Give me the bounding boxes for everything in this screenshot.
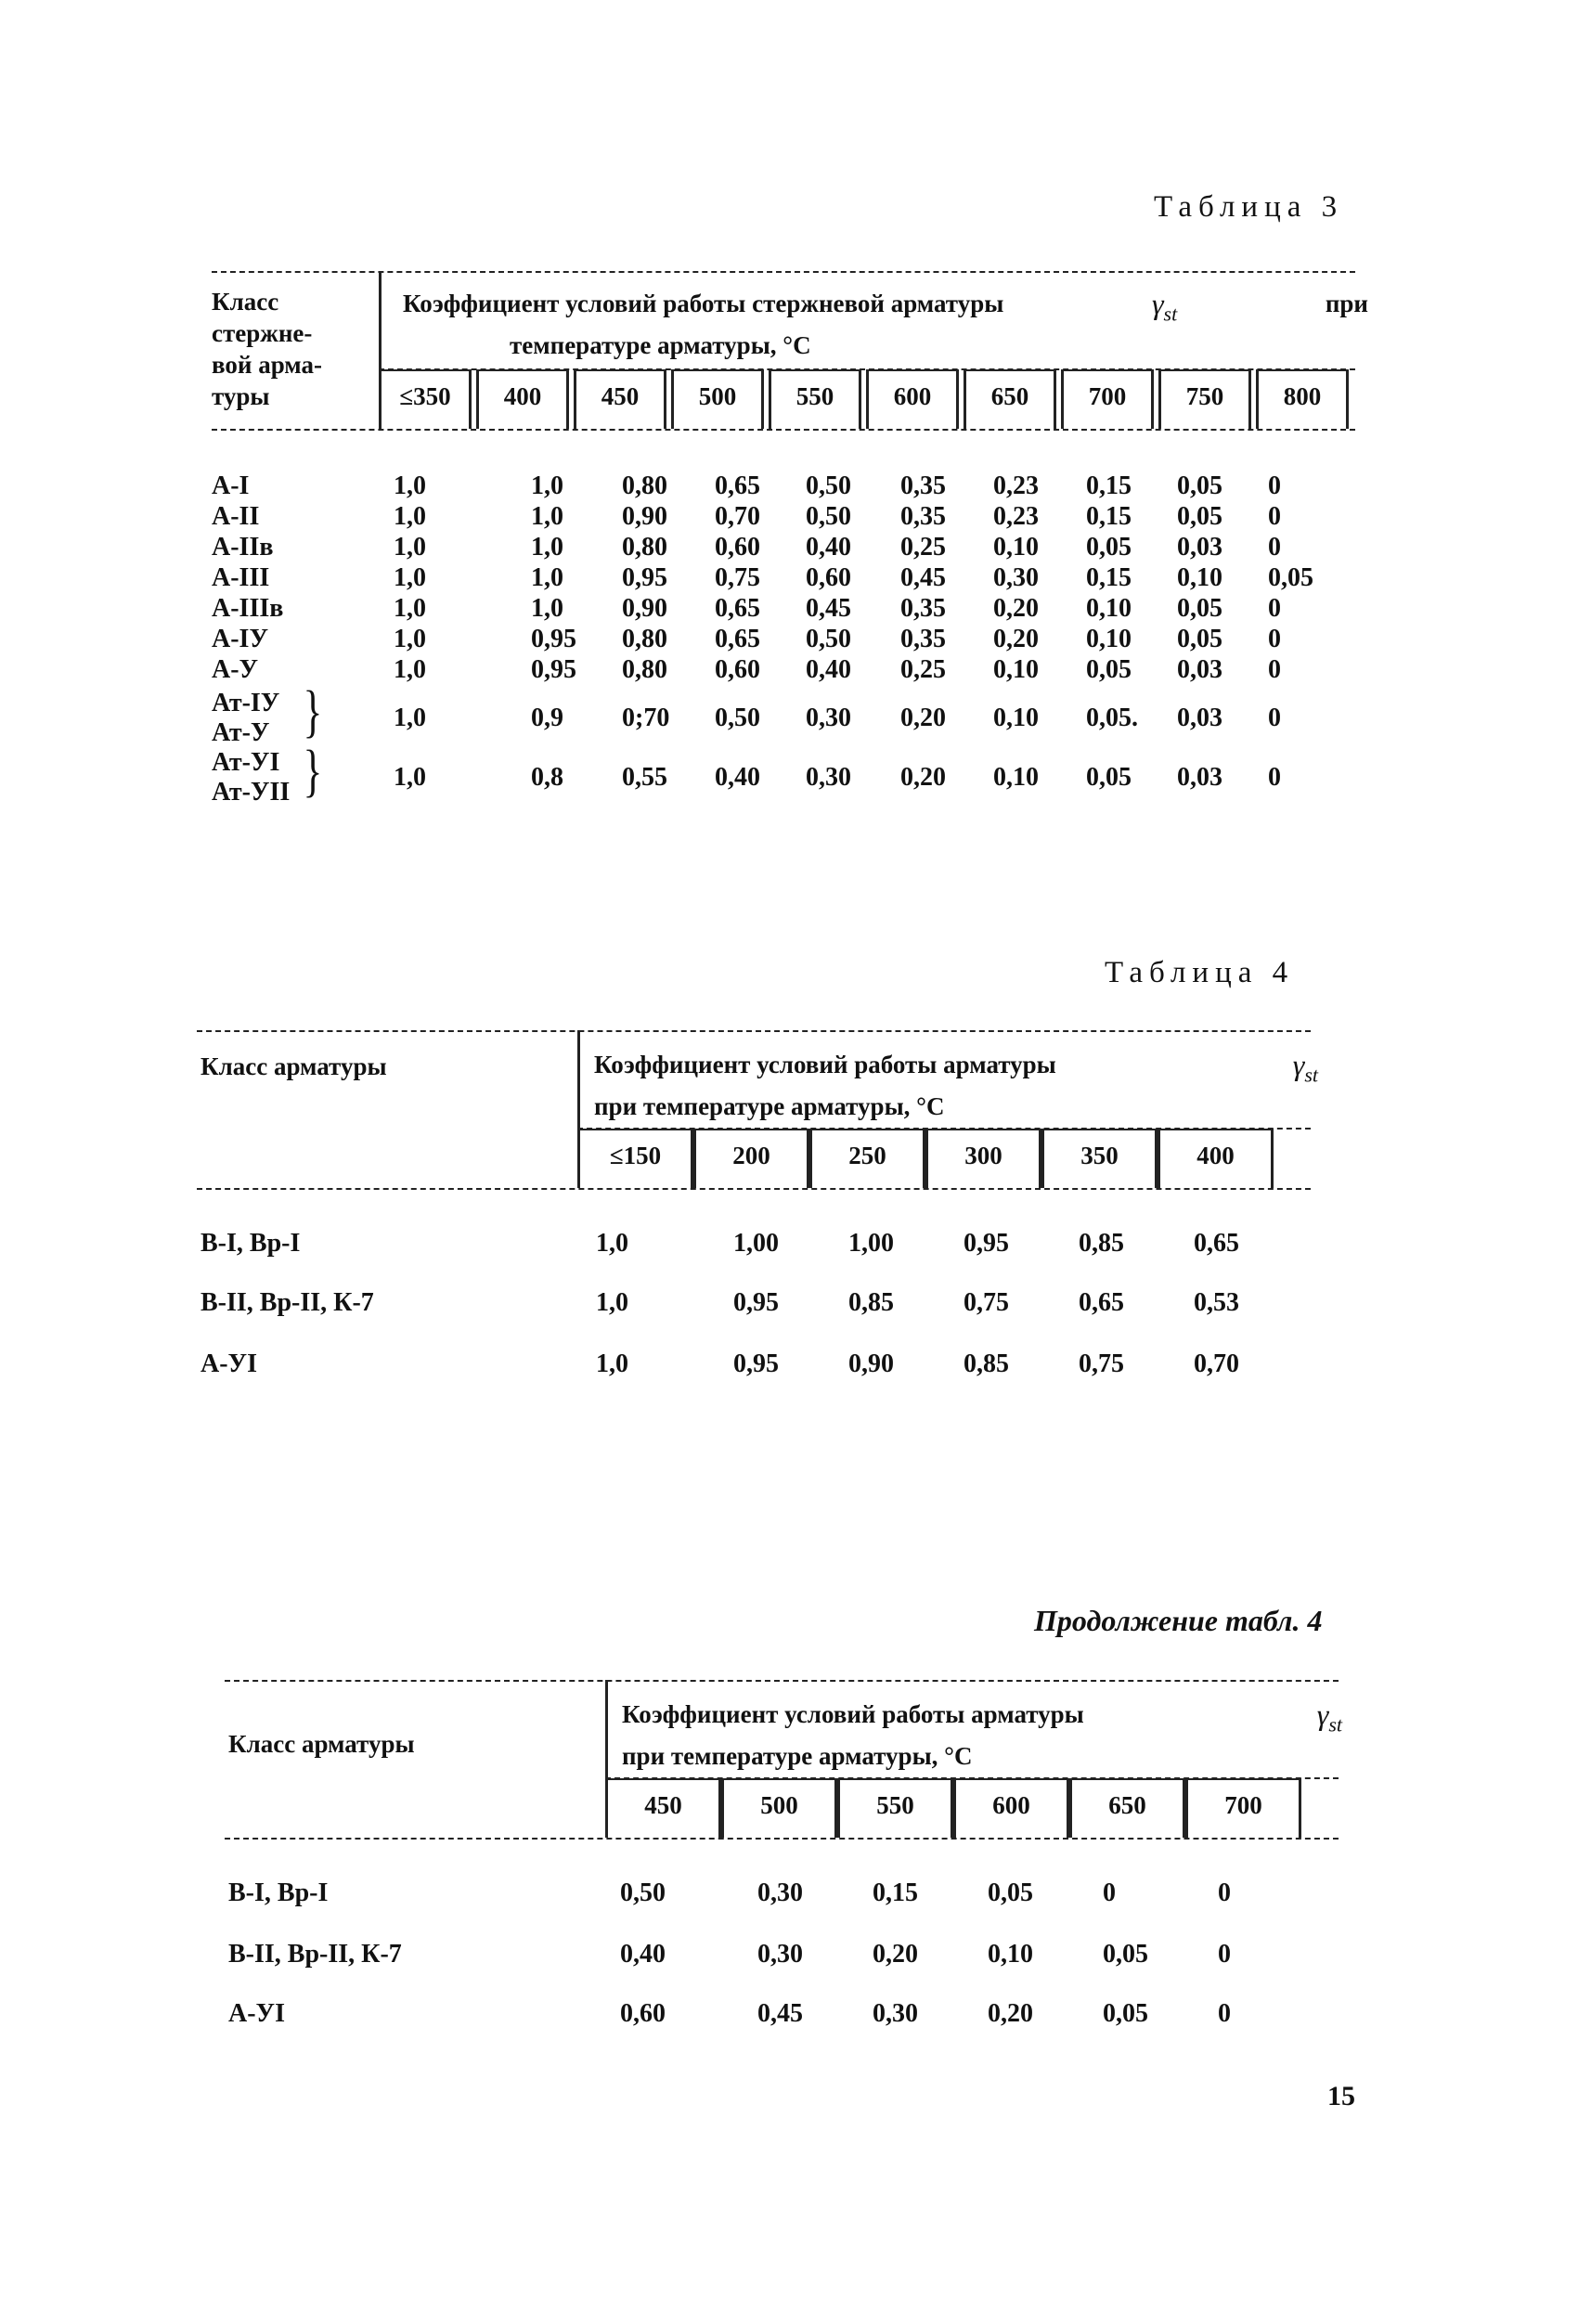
table3-cell: 0,20 — [900, 704, 946, 732]
table3-cell: 0 — [1268, 533, 1281, 562]
table4-cell: 1,0 — [596, 1349, 628, 1378]
table3-class-header-line: стержне- — [212, 319, 313, 347]
table4-cell: 0,90 — [848, 1349, 894, 1378]
table4-cont-coef-header-text: Коэффициент условий работы арматуры — [622, 1700, 1084, 1728]
table3-cell: 1,0 — [394, 763, 426, 792]
table3-cell: 0,65 — [715, 594, 760, 623]
table3-cell: 0,90 — [622, 594, 667, 623]
table3-top-rule — [212, 271, 1355, 273]
table3-cell: 1,0 — [531, 594, 563, 623]
table4-cell: 1,0 — [596, 1229, 628, 1258]
table3-cell: 0,60 — [806, 563, 851, 592]
table3-cell: 0,03 — [1177, 763, 1222, 792]
table3-cell: 0 — [1268, 704, 1281, 732]
table3-at-word: при — [1325, 290, 1368, 317]
table3-cell: 0,40 — [806, 655, 851, 684]
table3-coef-header-text: Коэффициент условий работы стержневой арматуры — [403, 290, 1004, 317]
table3-row-class: А-III — [212, 563, 270, 592]
table3-cell: 1,0 — [394, 533, 426, 562]
table3-cell: 0,95 — [531, 655, 576, 684]
table4-row-class: В-I, Вр-I — [200, 1229, 301, 1258]
table4-cell: 0,95 — [964, 1229, 1009, 1258]
table3-cell: 0;70 — [622, 704, 670, 732]
table4-temp-label: 250 — [848, 1142, 886, 1169]
table3-cell: 0,10 — [1177, 563, 1222, 592]
table4_cont-cell: 0,15 — [873, 1879, 918, 1907]
table3-cell: 1,0 — [394, 625, 426, 653]
table4_cont-cell: 0,45 — [757, 1999, 803, 2028]
table3-group-brace: } — [303, 680, 323, 743]
table3-temp-label: 750 — [1185, 382, 1224, 410]
table4-coef-header-line1 — [594, 1049, 1318, 1091]
table4-cell: 1,00 — [848, 1229, 894, 1258]
table3-cell: 0,30 — [806, 704, 851, 732]
table3-cell: 0,50 — [806, 471, 851, 500]
table3-cell: 0,50 — [806, 502, 851, 531]
table4-cell: 0,85 — [1079, 1229, 1124, 1258]
table4-cell: 0,65 — [1079, 1288, 1124, 1317]
table4-cell: 1,0 — [596, 1288, 628, 1317]
table3-temp-label: 650 — [990, 382, 1029, 410]
table3-cell: 0,10 — [993, 704, 1039, 732]
table4-cont-caption: Продолжение табл. 4 — [1034, 1604, 1323, 1637]
table4-top-rule — [197, 1030, 1311, 1032]
table3-cell: 0,20 — [900, 763, 946, 792]
table4_cont-cell: 0,05 — [1103, 1999, 1148, 2028]
table3-cell: 0,05 — [1086, 655, 1132, 684]
table3-header-bottom-rule — [212, 429, 1355, 431]
table3-cell: 0,60 — [715, 533, 760, 562]
table3-cell: 0 — [1268, 655, 1281, 684]
table3-cell: 0,80 — [622, 471, 667, 500]
table4-cell: 0,95 — [733, 1288, 779, 1317]
table3-cell: 0,05 — [1177, 471, 1222, 500]
table4-class-header: Класс арматуры — [200, 1052, 387, 1080]
table3-cell: 0,35 — [900, 502, 946, 531]
table3-cell: 0,03 — [1177, 533, 1222, 562]
table4-header-bottom-rule — [197, 1188, 1311, 1190]
table3-temp-label: 550 — [795, 382, 834, 410]
table4_cont-row-class: В-II, Вр-II, К-7 — [228, 1940, 402, 1969]
table4_cont-cell: 0,05 — [1103, 1940, 1148, 1969]
table4-temp-label: 400 — [1196, 1142, 1235, 1169]
table4_cont-cell: 0,50 — [620, 1879, 666, 1907]
table3-row-class: А-II — [212, 502, 260, 531]
table3-cell: 0,03 — [1177, 704, 1222, 732]
table3-cell: 0,05 — [1086, 763, 1132, 792]
table3-group-class: Ат-УI — [212, 748, 280, 777]
table4_cont-cell: 0,40 — [620, 1940, 666, 1969]
table4-row-class: В-II, Вр-II, К-7 — [200, 1288, 374, 1317]
table4-cont-coef-header-line2: при температуре арматуры, °С — [622, 1742, 973, 1771]
table3-cell: 1,0 — [394, 594, 426, 623]
table3-cell: 1,0 — [531, 502, 563, 531]
table3-cell: 0,05 — [1268, 563, 1313, 592]
table4-cell: 0,70 — [1194, 1349, 1239, 1378]
table3-coef-header-line1 — [403, 288, 1368, 329]
table3-cell: 1,0 — [531, 563, 563, 592]
table3-row-class: А-У — [212, 655, 259, 684]
table3-cell: 0,30 — [993, 563, 1039, 592]
table3-cell: 0,05 — [1177, 594, 1222, 623]
table3-cell: 0,10 — [993, 655, 1039, 684]
table3-cell: 0,95 — [531, 625, 576, 653]
table3-cell: 0,15 — [1086, 471, 1132, 500]
table4_cont-temp-label: 700 — [1224, 1791, 1262, 1819]
table4_cont-cell: 0,10 — [988, 1940, 1033, 1969]
table4-cell: 0,75 — [964, 1288, 1009, 1317]
table3-cell: 0,05. — [1086, 704, 1138, 732]
table4_cont-temp-label: 550 — [876, 1791, 914, 1819]
table3-coef-header — [403, 288, 1368, 361]
table4-cell: 0,65 — [1194, 1229, 1239, 1258]
table3-group-class: Ат-УII — [212, 778, 291, 807]
table3-cell: 0,15 — [1086, 563, 1132, 592]
table3-cell: 0,50 — [715, 704, 760, 732]
table3-class-header-line: туры — [212, 382, 270, 410]
table3-coef-header-line2: температуре арматуры, °С — [510, 331, 811, 360]
table3-cell: 0,70 — [715, 502, 760, 531]
table4-temp-label: 350 — [1080, 1142, 1119, 1169]
table3-temp-label: 400 — [503, 382, 542, 410]
table4_cont-row-class: В-I, Вр-I — [228, 1879, 329, 1907]
table4_cont-cell: 0,60 — [620, 1999, 666, 2028]
table4-temp-label: 300 — [964, 1142, 1002, 1169]
table3-cell: 0,45 — [806, 594, 851, 623]
table3-cell: 0,25 — [900, 533, 946, 562]
table3-cell: 0,35 — [900, 471, 946, 500]
table3-cell: 0 — [1268, 502, 1281, 531]
table4-gamma-symbol: $\gamma_{st}$ — [1292, 1048, 1318, 1087]
table3-temp-label: 800 — [1283, 382, 1322, 410]
table3-row-class: А-IIв — [212, 533, 274, 562]
table3-row-class: А-I — [212, 471, 250, 500]
table3-cell: 0,05 — [1177, 625, 1222, 653]
table3-group-class: Ат-У — [212, 718, 270, 747]
table3-cell: 0,90 — [622, 502, 667, 531]
table3-row-class: А-IIIв — [212, 594, 284, 623]
table4-row-class: А-УI — [200, 1349, 257, 1378]
table3-cell: 0,45 — [900, 563, 946, 592]
table3-cell: 0 — [1268, 594, 1281, 623]
table3-class-header-line: Класс — [212, 288, 279, 316]
table4_cont-cell: 0 — [1103, 1879, 1116, 1907]
table4-cell: 0,53 — [1194, 1288, 1239, 1317]
table4-cell: 0,95 — [733, 1349, 779, 1378]
table3-cell: 0,80 — [622, 655, 667, 684]
table4-caption: Таблица 4 — [1105, 956, 1295, 989]
table3-cell: 0,05 — [1177, 502, 1222, 531]
table3-cell: 0 — [1268, 471, 1281, 500]
table4-cell: 0,85 — [964, 1349, 1009, 1378]
table3-cell: 0,23 — [993, 502, 1039, 531]
table4_cont-cell: 0,20 — [988, 1999, 1033, 2028]
table3-cell: 0,65 — [715, 471, 760, 500]
table3-temp-label: 700 — [1088, 382, 1127, 410]
table4-cont-header-bottom-rule — [225, 1838, 1339, 1840]
table4_cont-cell: 0,20 — [873, 1940, 918, 1969]
table3-temp-label: ≤350 — [399, 382, 451, 410]
table3-cell: 0,10 — [1086, 625, 1132, 653]
table4-cell: 1,00 — [733, 1229, 779, 1258]
table4_cont-temp-label: 500 — [760, 1791, 798, 1819]
table3-cell: 0,55 — [622, 763, 667, 792]
table3-cell: 0,80 — [622, 533, 667, 562]
table4-cont-coef-header — [622, 1698, 1342, 1772]
table4-coef-header-line2: при температуре арматуры, °С — [594, 1092, 945, 1121]
table4-temp-label: ≤150 — [609, 1142, 662, 1169]
table3-class-header-line: вой арма- — [212, 351, 323, 379]
table3-cell: 0,20 — [993, 594, 1039, 623]
table3-cell: 0,40 — [806, 533, 851, 562]
table4_cont-cell: 0,05 — [988, 1879, 1033, 1907]
table3-cell: 1,0 — [394, 655, 426, 684]
table3-cell: 0,10 — [993, 763, 1039, 792]
table4_cont-temp-label: 600 — [992, 1791, 1030, 1819]
table3-gamma-symbol: $\gamma_{st}$ — [1151, 287, 1178, 326]
table3-temp-label: 600 — [893, 382, 932, 410]
table3-cell: 0,80 — [622, 625, 667, 653]
table4-coef-header-text: Коэффициент условий работы арматуры — [594, 1051, 1056, 1078]
table3-class-header — [212, 286, 322, 412]
table3-cell: 0,35 — [900, 625, 946, 653]
table4_cont-cell: 0 — [1218, 1940, 1231, 1969]
table3-temp-label: 500 — [698, 382, 737, 410]
table4_cont-cell: 0,30 — [757, 1879, 803, 1907]
table3-cell: 0,95 — [622, 563, 667, 592]
table3-group-brace: } — [303, 740, 323, 803]
table4_cont-temp-label: 650 — [1108, 1791, 1146, 1819]
table4-cell: 0,85 — [848, 1288, 894, 1317]
table4-cont-class-header: Класс арматуры — [228, 1730, 415, 1758]
table4-cont-top-rule — [225, 1680, 1339, 1682]
table3-cell: 0,05 — [1086, 533, 1132, 562]
table3-caption: Таблица 3 — [1154, 190, 1344, 224]
table3-cell: 0,23 — [993, 471, 1039, 500]
table3-cell: 0 — [1268, 763, 1281, 792]
table3-cell: 0,10 — [993, 533, 1039, 562]
table3-cell: 0,60 — [715, 655, 760, 684]
table3-cell: 0 — [1268, 625, 1281, 653]
table3-cell: 0,35 — [900, 594, 946, 623]
table4-coef-header — [594, 1049, 1318, 1122]
table3-cell: 1,0 — [531, 533, 563, 562]
page-number: 15 — [1327, 2081, 1355, 2111]
table4-cell: 0,75 — [1079, 1349, 1124, 1378]
table3-cell: 0,9 — [531, 704, 563, 732]
table3-temp-label: 450 — [601, 382, 640, 410]
table4_cont-cell: 0,30 — [757, 1940, 803, 1969]
table3-cell: 0,30 — [806, 763, 851, 792]
table3-cell: 0,25 — [900, 655, 946, 684]
table4_cont-row-class: А-УI — [228, 1999, 285, 2028]
table3-cell: 0,50 — [806, 625, 851, 653]
table4-temp-label: 200 — [732, 1142, 770, 1169]
table4_cont-cell: 0,30 — [873, 1999, 918, 2028]
table4-cont-coef-header-line1 — [622, 1698, 1342, 1740]
table3-cell: 0,8 — [531, 763, 563, 792]
table3-cell: 1,0 — [394, 563, 426, 592]
table3-cell: 1,0 — [394, 502, 426, 531]
table3-cell: 1,0 — [394, 471, 426, 500]
table3-cell: 0,40 — [715, 763, 760, 792]
table3-cell: 0,15 — [1086, 502, 1132, 531]
table3-cell: 0,03 — [1177, 655, 1222, 684]
table3-cell: 1,0 — [531, 471, 563, 500]
table3-cell: 0,10 — [1086, 594, 1132, 623]
table3-group-class: Ат-IУ — [212, 689, 280, 717]
table3-cell: 1,0 — [394, 704, 426, 732]
table3-cell: 0,75 — [715, 563, 760, 592]
table4-cont-gamma-symbol: $\gamma_{st}$ — [1316, 1698, 1342, 1737]
table4_cont-cell: 0 — [1218, 1999, 1231, 2028]
table4_cont-temp-label: 450 — [644, 1791, 682, 1819]
table3-cell: 0,65 — [715, 625, 760, 653]
table3-row-class: А-IУ — [212, 625, 268, 653]
table3-cell: 0,20 — [993, 625, 1039, 653]
table4_cont-cell: 0 — [1218, 1879, 1231, 1907]
